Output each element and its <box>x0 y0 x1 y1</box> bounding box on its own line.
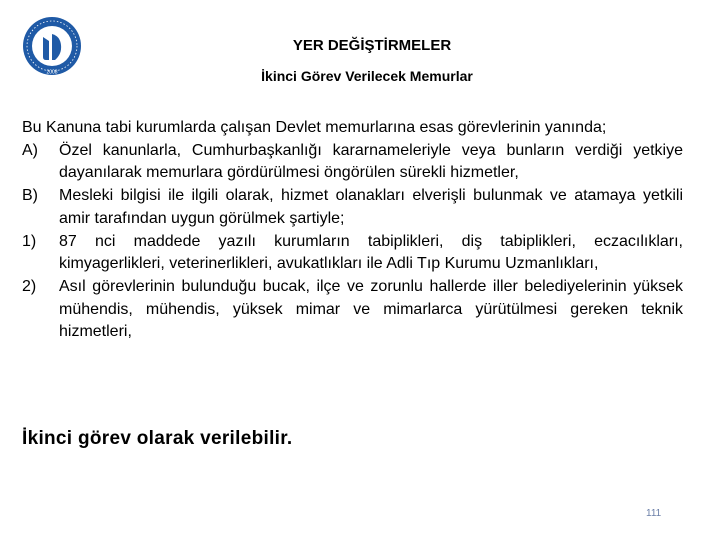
list-item-text: 87 nci maddede yazılı kurumların tabiplikleri, diş tabiplikleri, eczacılıkları, kimyagerlikleri, veterinerlikleri, avukatlıkları ile Adli Tıp Kurumu Uzmanlıkları, <box>59 232 683 273</box>
list-item <box>22 185 683 230</box>
body-text <box>22 117 683 344</box>
list-item <box>22 276 683 344</box>
list-marker: A) <box>22 141 38 159</box>
item-list <box>22 140 683 344</box>
list-item <box>22 140 683 185</box>
page-subtitle: İkinci Görev Verilecek Memurlar <box>261 68 473 84</box>
list-item-text: Mesleki bilgisi ile ilgili olarak, hizmet olanakları elverişli bulunmak ve atamaya yetkili amir tarafından uygun görülmek şartiyle; <box>59 187 683 227</box>
intro-paragraph: Bu Kanuna tabi kurumlarda çalışan Devlet memurlarına esas görevlerinin yanında; <box>22 119 607 136</box>
list-item-text: Asıl görevlerinin bulunduğu bucak, ilçe ve zorunlu hallerde iller belediyelerinin yüksek mühendis, mühendis, yüksek mimar ve mimarlarca yürütülmesi gereken teknik hizmetleri, <box>59 277 683 341</box>
list-marker: 1) <box>22 232 37 250</box>
list-item-text: Özel kanunlarla, Cumhurbaşkanlığı kararnameleriyle veya bunların verdiği yetkiye dayanılarak memurlara gördürülmesi öngörülen sürekli hizmetler, <box>59 141 683 182</box>
list-marker: 2) <box>22 277 37 295</box>
list-marker: B) <box>22 187 38 205</box>
conclusion-text: İkinci görev olarak verilebilir. <box>22 428 293 449</box>
page-number: 111 <box>646 508 662 519</box>
page-title: YER DEĞİŞTİRMELER <box>292 37 452 54</box>
list-item <box>22 231 683 276</box>
logo-year: 2008 <box>46 69 58 76</box>
